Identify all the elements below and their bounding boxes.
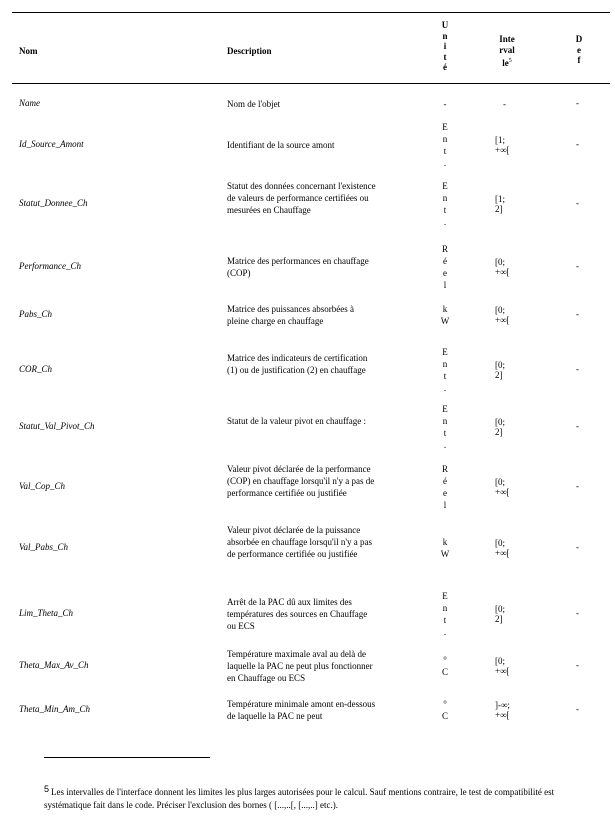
header-def — [574, 34, 584, 96]
intervalle-line: [1; — [495, 194, 505, 204]
row-intervalle — [495, 538, 525, 558]
row-unite — [440, 654, 450, 678]
def-letter: D — [575, 34, 583, 44]
unite-char: . — [443, 383, 447, 393]
unite-char: é — [443, 256, 447, 266]
row-unite — [440, 98, 450, 110]
row-description: Nom de l'objet — [227, 99, 281, 109]
unite-char: l — [443, 500, 447, 510]
intervalle-line: +∞[ — [495, 666, 510, 676]
unite-char: . — [443, 217, 447, 227]
unite-char: t — [443, 615, 447, 625]
intervalle-line: 2] — [495, 370, 503, 380]
row-name: Val_Pabs_Ch — [19, 542, 69, 552]
row-intervalle — [495, 477, 525, 497]
row-intervalle — [495, 360, 525, 380]
unite-char: . — [443, 158, 447, 168]
unite-char: n — [442, 193, 448, 203]
unite-char: ° — [443, 699, 447, 709]
row-name: Theta_Min_Am_Ch — [19, 704, 90, 714]
intervalle-line: - — [503, 99, 506, 109]
unite-char: n — [442, 416, 448, 426]
row-name: Val_Cop_Ch — [19, 481, 66, 491]
row-def: - — [576, 608, 579, 618]
row-def: - — [576, 364, 579, 374]
header-intervalle-line: $le^5$ — [502, 58, 512, 68]
row-unite — [440, 698, 450, 722]
row-name: Pabs_Ch — [19, 309, 53, 319]
intervalle-line: [0; — [495, 477, 505, 487]
row-def: - — [576, 309, 579, 319]
def-letter: e — [577, 44, 581, 55]
intervalle-line: [0; — [495, 305, 505, 315]
unite-char: n — [442, 134, 448, 144]
row-intervalle — [495, 700, 525, 720]
header-intervalle — [492, 34, 522, 96]
intervalle-line: +∞[ — [495, 710, 510, 720]
unite-char: E — [442, 347, 448, 357]
row-unite — [440, 536, 450, 560]
header-nom: Nom — [19, 46, 38, 56]
row-intervalle — [495, 257, 525, 277]
row-description: Identifiant de la source amont — [227, 140, 335, 150]
row-def: - — [576, 98, 579, 108]
intervalle-line: +∞[ — [495, 267, 510, 277]
row-name: Theta_Max_Av_Ch — [19, 660, 89, 670]
unite-char: C — [441, 711, 448, 721]
row-unite — [440, 303, 450, 327]
row-description: Valeur pivot déclarée de la performance (COP) en chauffage lorsqu'il n'y a pas de performance certifiée ou justifiée — [227, 464, 375, 498]
row-intervalle — [495, 135, 525, 155]
row-description: Température maximale aval au delà de laquelle la PAC ne peut plus fonctionner en Chauffage ou ECS — [227, 649, 373, 683]
unite-char: é — [443, 476, 447, 486]
row-name: Performance_Ch — [19, 261, 81, 271]
table-header-rule — [12, 83, 610, 84]
unite-char: R — [441, 464, 448, 474]
row-name: Name — [19, 98, 40, 108]
row-name: COR_Ch — [19, 364, 53, 374]
row-name: Id_Source_Amont — [19, 139, 84, 149]
row-description: Valeur pivot déclarée de la puissance absorbée en chauffage lorsqu'il n'y a pas de performance certifiée ou justifiée — [227, 525, 373, 559]
header-intervalle-line: rval — [499, 45, 515, 55]
row-name: Lim_Theta_Ch — [19, 608, 74, 618]
header-intervalle-line: Inte — [499, 34, 515, 44]
unite-letter: t — [443, 51, 447, 62]
unite-char: E — [442, 181, 448, 191]
unite-char: e — [443, 268, 447, 278]
unite-char: t — [443, 205, 447, 215]
unite-letter: i — [443, 41, 447, 52]
row-unite — [440, 346, 450, 394]
unite-char: t — [443, 428, 447, 438]
row-intervalle — [495, 604, 525, 624]
unite-letter: U — [441, 20, 449, 30]
footnote-marker: 5 — [44, 784, 50, 794]
intervalle-line: +∞[ — [495, 487, 510, 497]
unite-char: E — [442, 404, 448, 414]
intervalle-line: ]-∞; — [495, 700, 510, 710]
intervalle-line: [0; — [495, 417, 505, 427]
header-unite — [440, 20, 450, 82]
table-top-rule — [12, 12, 610, 13]
def-letter: f — [577, 55, 581, 66]
unite-char: . — [443, 440, 447, 450]
footnote-separator — [44, 757, 210, 758]
intervalle-line: [0; — [495, 538, 505, 548]
intervalle-line: [0; — [495, 360, 505, 370]
row-def: - — [576, 261, 579, 271]
intervalle-line: [0; — [495, 257, 505, 267]
unite-char: ° — [443, 655, 447, 665]
unite-char: t — [443, 146, 447, 156]
row-name: Statut_Donnee_Ch — [19, 198, 88, 208]
intervalle-line: +∞[ — [495, 548, 510, 558]
row-unite — [440, 243, 450, 291]
intervalle-line: [1; — [495, 135, 505, 145]
row-intervalle — [495, 194, 525, 214]
unite-char: C — [441, 667, 448, 677]
unite-letter: n — [442, 30, 448, 41]
row-intervalle — [495, 417, 525, 437]
unite-char: t — [443, 371, 447, 381]
row-description: Statut des données concernant l'existence de valeurs de performance certifiées ou mesurées en Chauffage — [227, 181, 376, 215]
row-unite — [440, 590, 450, 638]
intervalle-line: 2] — [495, 614, 503, 624]
row-description: Statut de la valeur pivot en chauffage : — [227, 416, 367, 426]
unite-char: W — [440, 316, 450, 326]
unite-char: E — [442, 591, 448, 601]
intervalle-line: +∞[ — [495, 145, 510, 155]
row-def: - — [576, 542, 579, 552]
unite-char: k — [442, 304, 448, 314]
unite-char: e — [443, 488, 447, 498]
row-unite — [440, 403, 450, 451]
unite-char: . — [443, 627, 447, 637]
row-unite — [440, 463, 450, 511]
row-def: - — [576, 421, 579, 431]
row-unite — [440, 180, 450, 228]
header-description: Description — [227, 46, 272, 56]
unite-char: n — [442, 603, 448, 613]
intervalle-line: [0; — [495, 656, 505, 666]
unite-char: - — [443, 99, 447, 109]
row-intervalle — [495, 656, 525, 676]
row-description: Matrice des puissances absorbées à pleine charge en chauffage — [227, 304, 354, 326]
row-def: - — [576, 481, 579, 491]
unite-char: n — [442, 359, 448, 369]
row-def: - — [576, 198, 579, 208]
intervalle-line: +∞[ — [495, 315, 510, 325]
row-intervalle — [503, 99, 533, 109]
intervalle-line: [0; — [495, 604, 505, 614]
row-intervalle — [495, 305, 525, 325]
unite-char: l — [443, 280, 447, 290]
unite-letter: é — [443, 62, 447, 73]
row-name: Statut_Val_Pivot_Ch — [19, 421, 95, 431]
row-description: Matrice des indicateurs de certification (1) ou de justification (2) en chauffage — [227, 353, 368, 375]
unite-char: R — [441, 244, 448, 254]
row-description: Arrêt de la PAC dû aux limites des températures des sources en Chauffage ou ECS — [227, 597, 368, 631]
row-def: - — [576, 139, 579, 149]
intervalle-line: 2] — [495, 427, 503, 437]
row-def: - — [576, 660, 579, 670]
footnote-ref: 5 — [508, 58, 512, 64]
footnote — [44, 783, 584, 811]
unite-char: W — [440, 549, 450, 559]
row-description: Matrice des performances en chauffage (COP) — [227, 256, 369, 278]
footnote-text: Les intervalles de l'interface donnent les limites les plus larges autorisées pour le calcul. Sauf mentions contraire, le test de compatibilité est systématique fait dans le code. Préciser l'exclusion des bornes ( [...,..[, [...,..] etc.). — [44, 787, 555, 810]
unite-char: k — [442, 537, 448, 547]
row-unite — [440, 121, 450, 169]
row-def: - — [576, 704, 579, 714]
row-description: Température minimale amont en-dessous de laquelle la PAC ne peut — [227, 699, 376, 721]
unite-char: E — [442, 122, 448, 132]
intervalle-line: 2] — [495, 204, 503, 214]
